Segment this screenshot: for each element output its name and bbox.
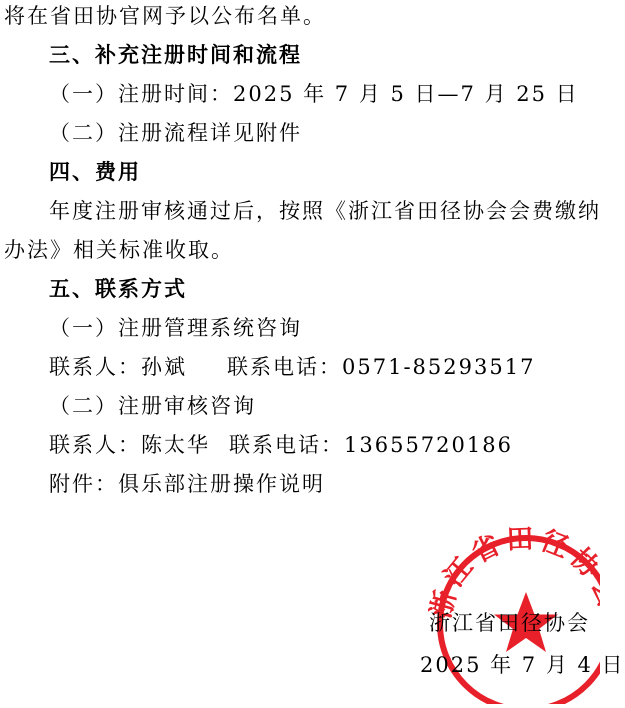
section-heading-4: 四、费用 (49, 160, 141, 184)
paragraph-line: 将在省田协官网予以公布名单。 (4, 4, 326, 28)
contact-phone: 联系电话：0571-85293517 (227, 355, 536, 379)
paragraph-line: 年度注册审核通过后，按照《浙江省田径协会会费缴纳 (49, 199, 601, 223)
contact-name: 联系人：陈太华 (49, 433, 210, 457)
contact-name: 联系人：孙斌 (49, 355, 187, 379)
attachment-note: 附件：俱乐部注册操作说明 (49, 472, 325, 496)
subsection-registration-time: （一）注册时间：2025 年 7 月 5 日—7 月 25 日 (49, 82, 579, 106)
signoff-organization: 浙江省田径协会 (429, 611, 590, 635)
subsection-registration-process: （二）注册流程详见附件 (49, 121, 302, 145)
signoff-date: 2025 年 7 月 4 日 (420, 653, 625, 677)
svg-text:浙江省田径协会: 浙江省田径 (428, 523, 578, 622)
section-heading-5: 五、联系方式 (49, 277, 187, 301)
subsection-system-inquiry: （一）注册管理系统咨询 (49, 316, 302, 340)
contact-phone: 联系电话：13655720186 (229, 433, 513, 457)
section-heading-3: 三、补充注册时间和流程 (49, 43, 302, 67)
contact-line-1 (49, 353, 535, 381)
paragraph-line: 办法》相关标准收取。 (4, 238, 234, 262)
subsection-review-inquiry: （二）注册审核咨询 (49, 394, 256, 418)
contact-line-2 (49, 431, 513, 459)
